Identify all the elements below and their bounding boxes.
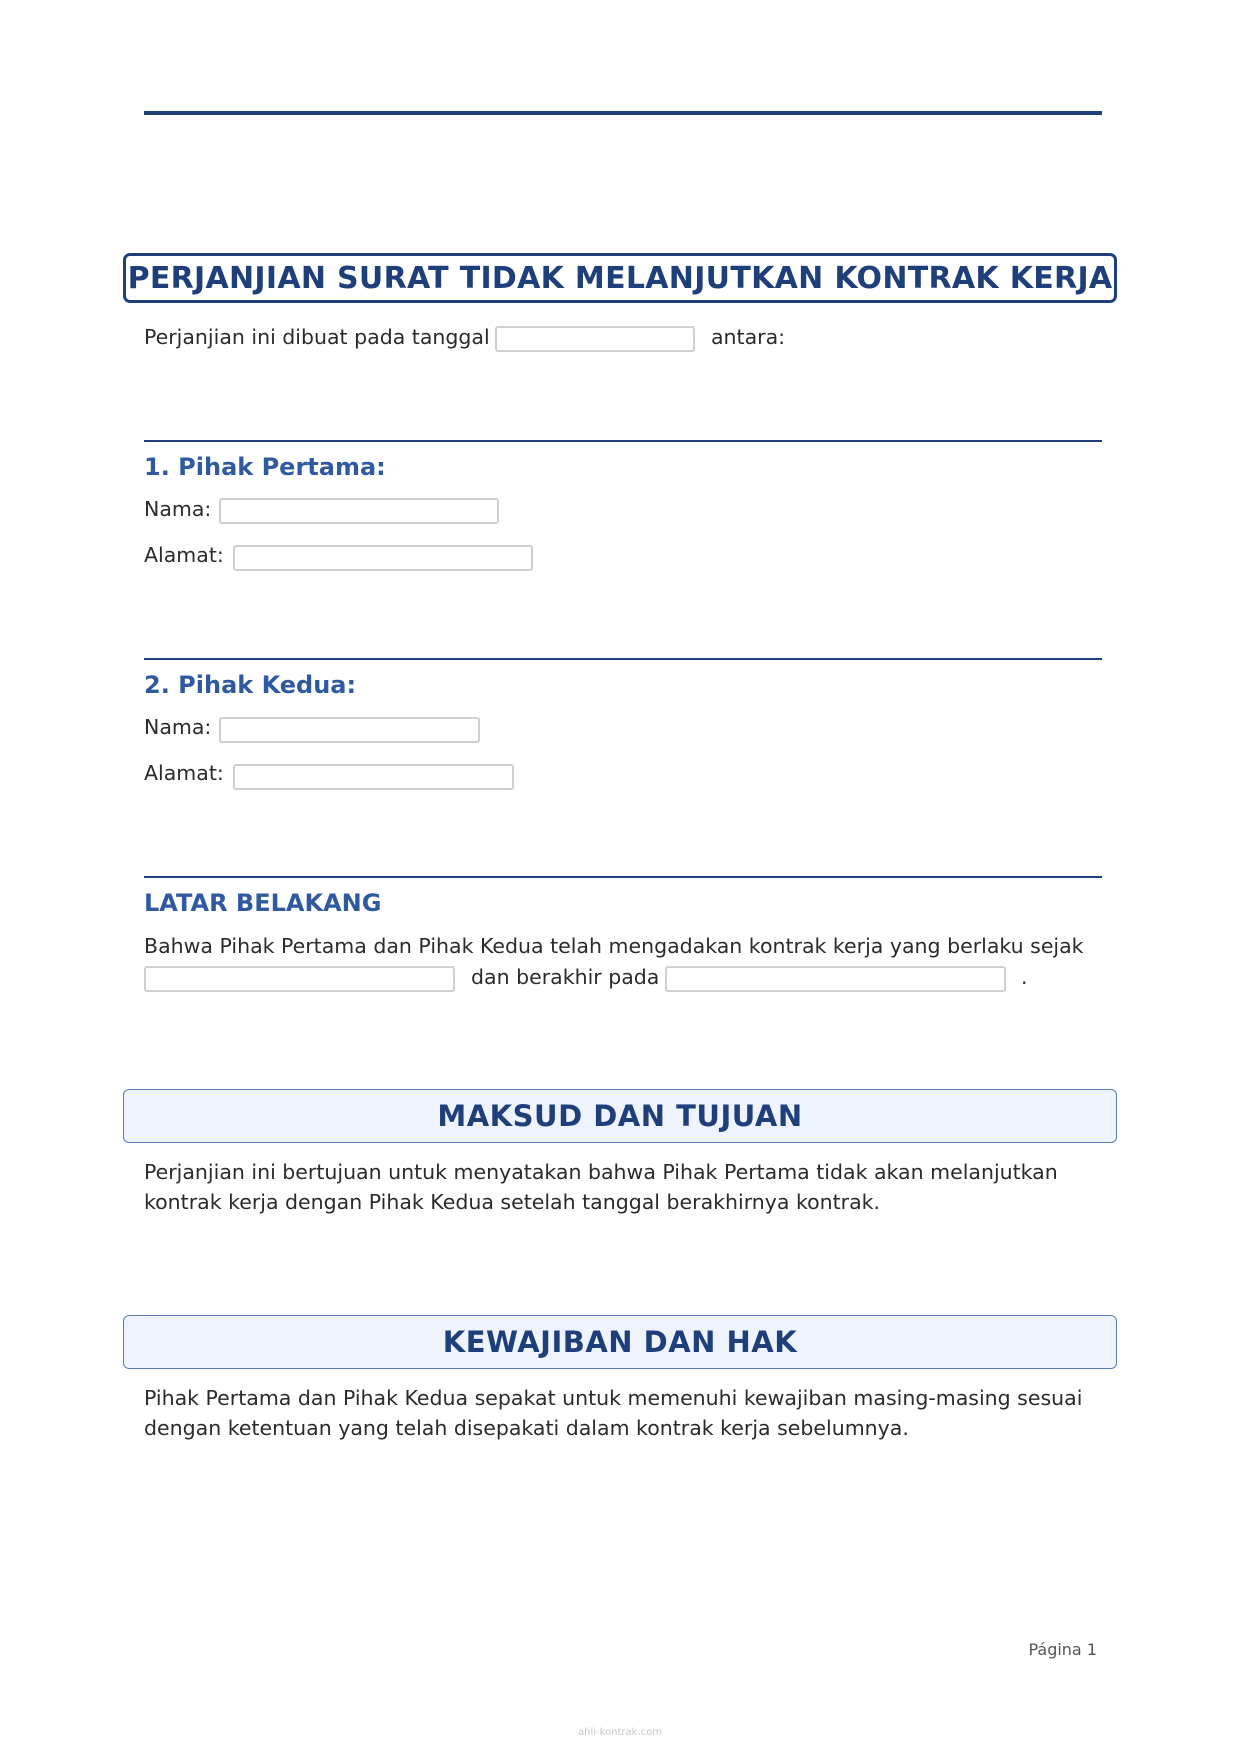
maksud-heading: MAKSUD DAN TUJUAN bbox=[437, 1099, 803, 1133]
date-input[interactable] bbox=[495, 326, 695, 352]
pihak-kedua-alamat-label: Alamat: bbox=[144, 761, 224, 785]
kewajiban-heading-band bbox=[123, 1315, 1117, 1369]
start-date-input[interactable] bbox=[144, 966, 455, 992]
latar-belakang-end: . bbox=[1021, 965, 1028, 989]
maksud-text-line2: kontrak kerja dengan Pihak Kedua setelah tanggal berakhirnya kontrak. bbox=[144, 1190, 881, 1214]
pihak-kedua-nama-input[interactable] bbox=[219, 717, 480, 743]
section-rule bbox=[144, 658, 1102, 660]
maksud-text-line1: Perjanjian ini bertujuan untuk menyatakan bahwa Pihak Pertama tidak akan melanjutkan bbox=[144, 1160, 1058, 1184]
watermark: ahli-kontrak.com bbox=[577, 1727, 662, 1738]
section-rule bbox=[144, 876, 1102, 878]
end-date-input[interactable] bbox=[665, 966, 1006, 992]
latar-belakang-text: Bahwa Pihak Pertama dan Pihak Kedua telah mengadakan kontrak kerja yang berlaku sejak bbox=[144, 934, 1084, 958]
latar-belakang-heading: LATAR BELAKANG bbox=[144, 889, 382, 917]
pihak-pertama-heading: 1. Pihak Pertama: bbox=[144, 453, 386, 481]
kewajiban-heading: KEWAJIBAN DAN HAK bbox=[442, 1325, 798, 1359]
pihak-pertama-alamat-input[interactable] bbox=[233, 545, 533, 571]
intro-text-after: antara: bbox=[711, 325, 786, 349]
pihak-pertama-alamat-label: Alamat: bbox=[144, 543, 224, 567]
kewajiban-text-line2: dengan ketentuan yang telah disepakati dalam kontrak kerja sebelumnya. bbox=[144, 1416, 909, 1440]
pihak-pertama-nama-label: Nama: bbox=[144, 497, 212, 521]
pihak-kedua-nama-label: Nama: bbox=[144, 715, 212, 739]
intro-text: Perjanjian ini dibuat pada tanggal bbox=[144, 325, 490, 349]
section-rule bbox=[144, 440, 1102, 442]
latar-belakang-middle: dan berakhir pada bbox=[471, 965, 660, 989]
document-title: PERJANJIAN SURAT TIDAK MELANJUTKAN KONTRAK KERJA bbox=[127, 260, 1113, 296]
pihak-kedua-alamat-input[interactable] bbox=[233, 764, 514, 790]
kewajiban-text-line1: Pihak Pertama dan Pihak Kedua sepakat untuk memenuhi kewajiban masing-masing sesuai bbox=[144, 1386, 1083, 1410]
document-title-box bbox=[123, 253, 1117, 303]
pihak-kedua-heading: 2. Pihak Kedua: bbox=[144, 671, 357, 699]
pihak-pertama-nama-input[interactable] bbox=[219, 498, 499, 524]
header-rule bbox=[144, 111, 1102, 115]
page-number: Página 1 bbox=[1028, 1640, 1097, 1659]
maksud-heading-band bbox=[123, 1089, 1117, 1143]
